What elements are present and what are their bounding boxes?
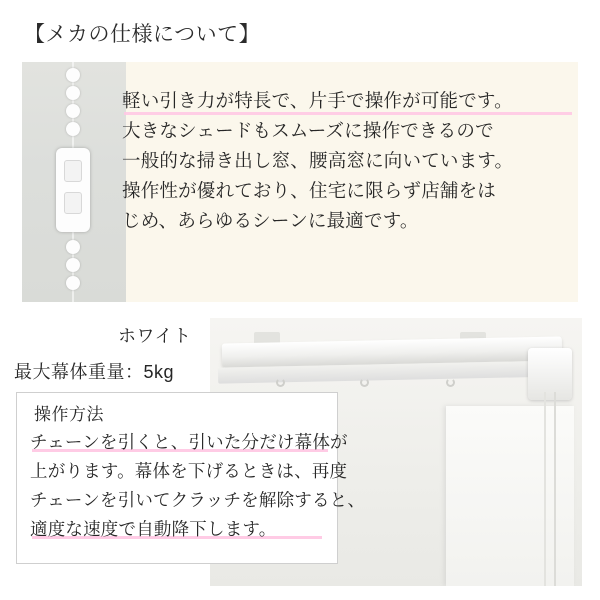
operation-method-heading: 操作方法 <box>34 405 104 424</box>
chain-bead <box>66 68 80 82</box>
chain-bead <box>66 276 80 290</box>
operation-cord <box>544 392 546 586</box>
rail-hook <box>276 378 285 387</box>
description-line-2: 大きなシェードもスムーズに操作できるので <box>122 120 494 141</box>
clutch-body <box>56 148 90 232</box>
description-line-3: 一般的な掃き出し窓、腰高窓に向いています。 <box>122 150 514 171</box>
operation-line-3: チェーンを引いてクラッチを解除すると、 <box>30 490 366 510</box>
color-label: ホワイト <box>118 326 192 346</box>
rail-end-cap <box>528 348 572 400</box>
clutch-slot-lower <box>64 192 82 214</box>
operation-method-text <box>30 428 366 544</box>
chain-bead <box>66 258 80 272</box>
chain-bead <box>66 240 80 254</box>
rail-hook <box>446 378 455 387</box>
rail-hook <box>360 378 369 387</box>
operation-line-4: 適度な速度で自動降下します。 <box>30 519 277 539</box>
max-weight-spec: 最大幕体重量：5kg <box>14 362 175 382</box>
clutch-slot-upper <box>64 160 82 182</box>
chain-bead <box>66 122 80 136</box>
operation-cord <box>554 392 556 586</box>
operation-line-1: チェーンを引くと、引いた分だけ幕体が <box>30 432 348 452</box>
chain-bead <box>66 86 80 100</box>
operation-line-2: 上がります。幕体を下げるときは、再度 <box>30 461 348 481</box>
description-text <box>122 86 574 236</box>
page-title: 【メカの仕様について】 <box>24 23 261 46</box>
description-line-5: じめ、あらゆるシーンに最適です。 <box>122 210 419 231</box>
description-line-1: 軽い引き力が特長で、片手で操作が可能です。 <box>122 90 513 111</box>
mechanism-photo <box>22 62 126 302</box>
chain-bead <box>66 104 80 118</box>
description-line-4: 操作性が優れており、住宅に限らず店舗をは <box>122 180 497 201</box>
